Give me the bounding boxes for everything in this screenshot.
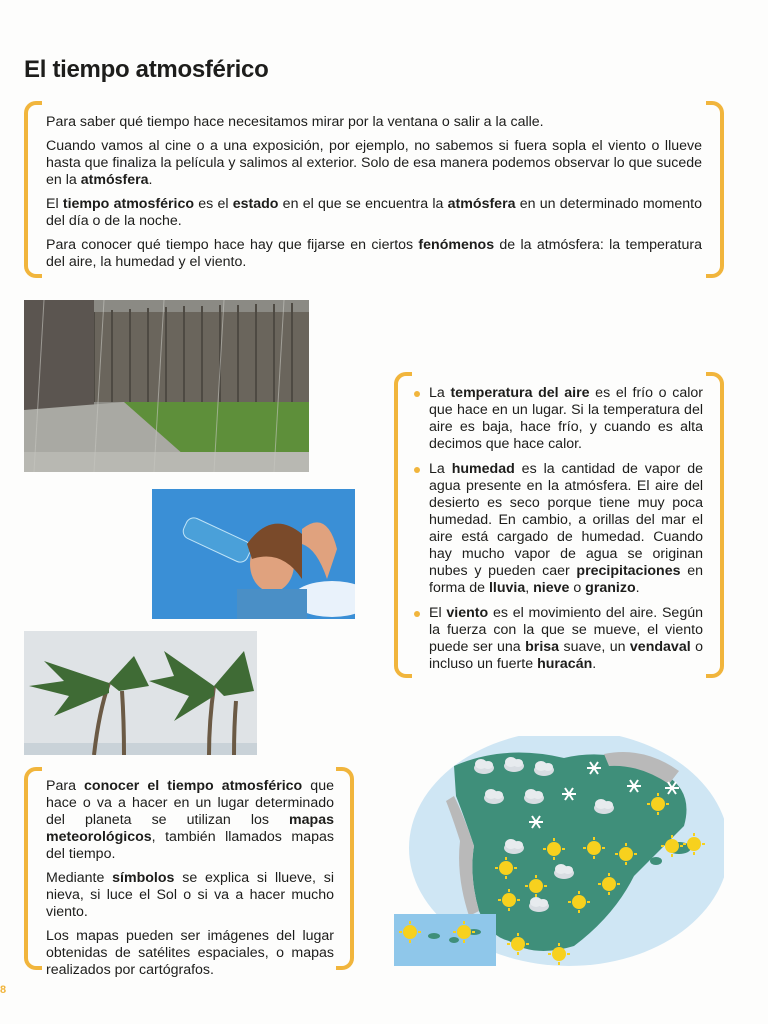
maps-paragraph: Los mapas pueden ser imágenes del lugar obtenidas de satélites espaciales, o mapas realizados por cartógrafos. (46, 928, 334, 978)
intro-box (24, 101, 724, 278)
maps-box (24, 767, 354, 978)
bracket-left (24, 767, 42, 970)
maps-paragraph: Para conocer el tiempo atmosférico que hace o va a hacer en un lugar determinado del planeta se utilizan los mapas meteorológicos, también llamados mapas del tiempo. (46, 778, 334, 862)
bracket-left (24, 101, 42, 278)
bullet-temperature: La temperatura del aire es el frío o calor que hace en un lugar. Si la temperatura del aire es baja, hace frío, y cuando es alta decimos que hace calor. (413, 385, 703, 453)
bracket-right (706, 372, 724, 678)
page-number: 8 (0, 984, 7, 996)
bracket-right (336, 767, 354, 970)
intro-paragraph: El tiempo atmosférico es el estado en el que se encuentra la atmósfera en un determinado momento del día o de la noche. (46, 196, 702, 229)
bracket-right (706, 101, 724, 278)
weather-map (394, 736, 724, 970)
maps-paragraph: Mediante símbolos se explica si llueve, si nieva, si luce el Sol o si va a hacer mucho viento. (46, 870, 335, 920)
page-title: El tiempo atmosférico (24, 56, 269, 83)
bullet-humidity: La humedad es la cantidad de vapor de agua presente en la atmósfera. El aire del desierto es seco porque tiene muy poca humedad. En cambio, a orillas del mar el aire está cargado de humedad. Cuando hay mucho vapor de agua se originan nubes y pueden caer precipitaciones en forma de lluvia, nieve o granizo. (413, 461, 703, 597)
bullet-wind: El viento es el movimiento del aire. Según la fuerza con la que se mueve, el viento puede ser una brisa suave, un vendaval o incluso un fuerte huracán. (413, 605, 703, 673)
palm-trees-photo (24, 631, 257, 755)
bracket-left (394, 372, 412, 678)
intro-paragraph: Cuando vamos al cine o a una exposición, por ejemplo, no sabemos si fuera sopla el viento o llueve hasta que finaliza la película y salimos al exterior. Solo de esa manera podemos observar lo que sucede en la atmósfera. (46, 138, 702, 188)
drinking-water-photo (152, 489, 355, 619)
weather-elements-box (394, 372, 724, 678)
intro-paragraph: Para conocer qué tiempo hace hay que fijarse en ciertos fenómenos de la atmósfera: la temperatura del aire, la humedad y el viento. (46, 237, 702, 270)
intro-paragraph: Para saber qué tiempo hace necesitamos mirar por la ventana o salir a la calle. (46, 114, 544, 130)
rain-photo (24, 300, 309, 472)
